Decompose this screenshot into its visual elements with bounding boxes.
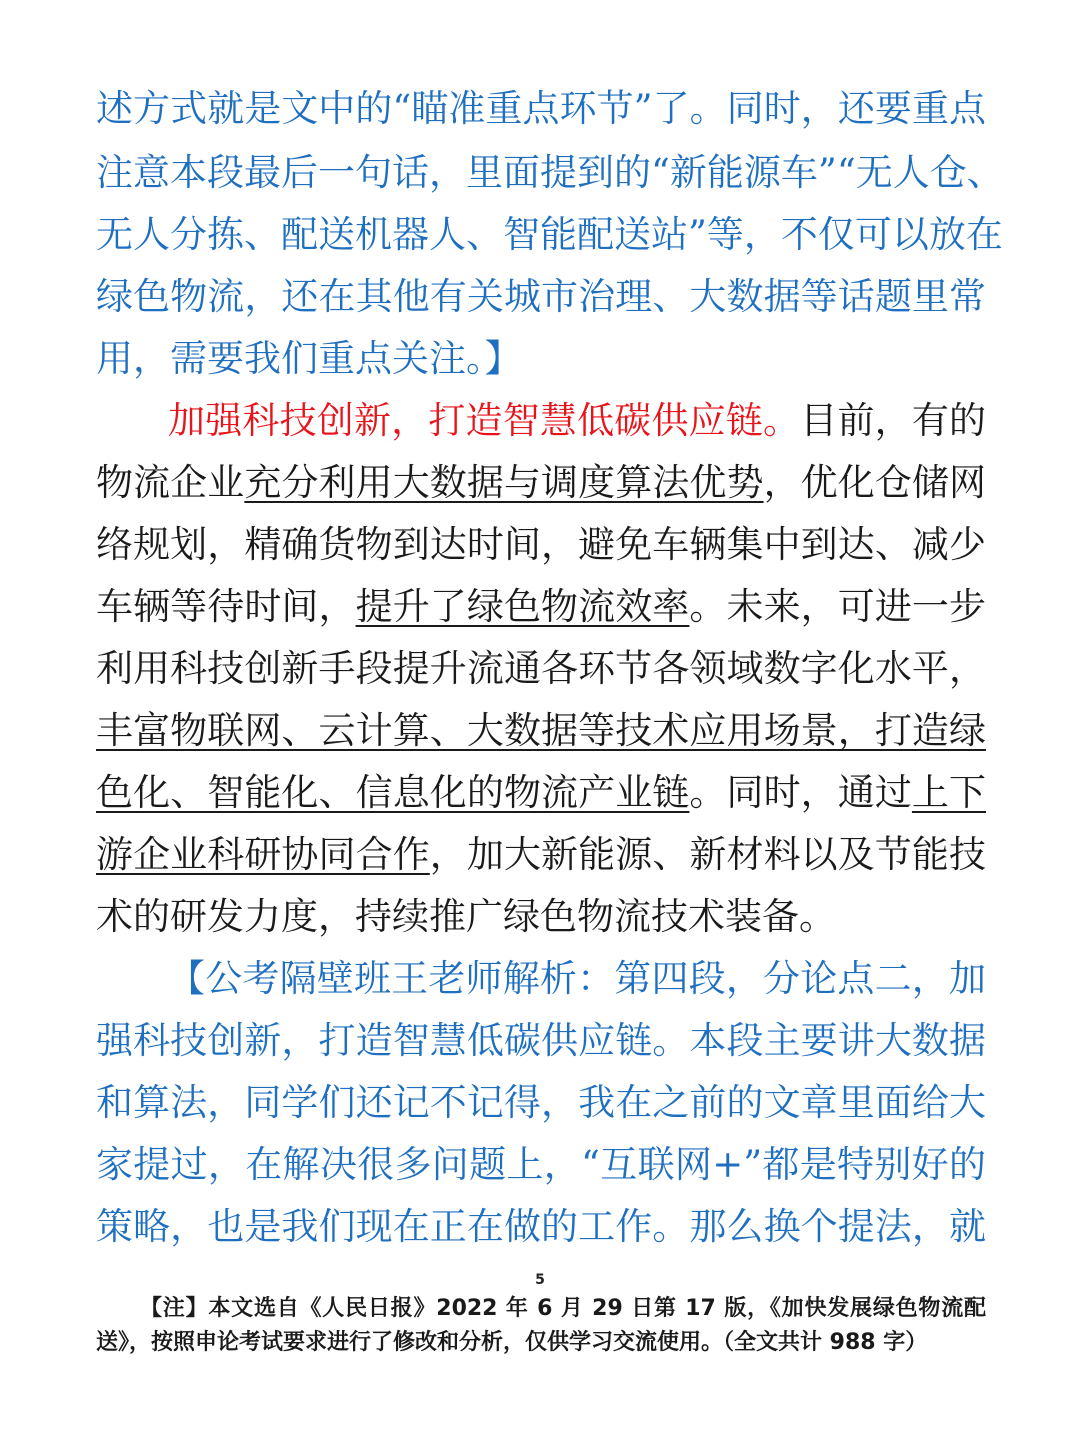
analysis-line-1: 【公考隔壁班王老师解析：第四段，分论点二，加 [168, 957, 986, 1000]
paragraph-line-8-end: ，加大新能源、新材料以及节能技 [429, 833, 987, 876]
footer-note-line-2: 送》，按照申论考试要求进行了修改和分析，仅供学习交流使用。（全文共计 988 字） [96, 1330, 928, 1355]
underlined-phrase-industry-chain: 色化、智能化、信息化的物流产业链 [96, 771, 690, 814]
paragraph-line-5: 利用科技创新手段提升流通各环节各领域数字化水平， [96, 647, 986, 690]
underlined-phrase-cooperation: 游企业科研协同合作 [96, 833, 430, 876]
analysis-line-5: 策略，也是我们现在正在做的工作。那么换个提法，就 [96, 1205, 986, 1248]
paragraph-line-2 [96, 460, 986, 506]
underlined-phrase-iot: 丰富物联网、云计算、大数据等技术应用场景，打造绿 [96, 709, 986, 752]
paragraph-line-7-middle: 。同时，通过 [689, 771, 912, 814]
analysis-line-2: 强科技创新，打造智慧低碳供应链。本段主要讲大数据 [96, 1019, 986, 1062]
analysis-continued-line-5: 用，需要我们重点关注。】 [96, 337, 522, 380]
paragraph-line-4-start: 车辆等待时间， [96, 585, 356, 628]
underlined-phrase-upstream: 上下 [911, 771, 987, 814]
paragraph-heading: 加强科技创新，打造智慧低碳供应链。 [168, 399, 801, 442]
paragraph-line-9: 术的研发力度，持续推广绿色物流技术装备。 [96, 895, 836, 938]
paragraph-line-4-end: 。未来，可进一步 [689, 585, 987, 628]
paragraph-line-7 [96, 770, 986, 816]
paragraph-line-8 [96, 832, 986, 878]
footer-note-line-1: 【注】本文选自《人民日报》2022 年 6 月 29 日第 17 版，《加快发展绿色物流配 [140, 1296, 986, 1321]
analysis-line-4: 家提过，在解决很多问题上，“互联网+”都是特别好的 [96, 1143, 986, 1186]
paragraph-line-2-start: 物流企业 [96, 461, 245, 504]
analysis-line-3: 和算法，同学们还记不记得，我在之前的文章里面给大 [96, 1081, 986, 1124]
paragraph-line-2-end: ，优化仓储网 [763, 461, 987, 504]
analysis-continued-line-2: 注意本段最后一句话，里面提到的“新能源车”“无人仓、 [96, 151, 1004, 194]
underlined-phrase-big-data: 充分利用大数据与调度算法优势 [244, 461, 764, 504]
analysis-continued-line-1: 述方式就是文中的“瞄准重点环节”了。同时，还要重点 [96, 87, 986, 130]
analysis-continued-line-3: 无人分拣、配送机器人、智能配送站”等，不仅可以放在 [96, 213, 1003, 256]
analysis-continued-line-4: 绿色物流，还在其他有关城市治理、大数据等话题里常 [96, 275, 986, 318]
paragraph-line-4 [96, 584, 986, 630]
underlined-phrase-efficiency: 提升了绿色物流效率 [355, 585, 690, 628]
paragraph-line-3: 络规划，精确货物到达时间，避免车辆集中到达、减少 [96, 523, 986, 566]
paragraph-line-1 [168, 398, 986, 444]
paragraph-line-6 [96, 708, 986, 754]
page-number: 5 [535, 1272, 545, 1288]
paragraph-line-1-tail: 目前，有的 [800, 399, 987, 442]
